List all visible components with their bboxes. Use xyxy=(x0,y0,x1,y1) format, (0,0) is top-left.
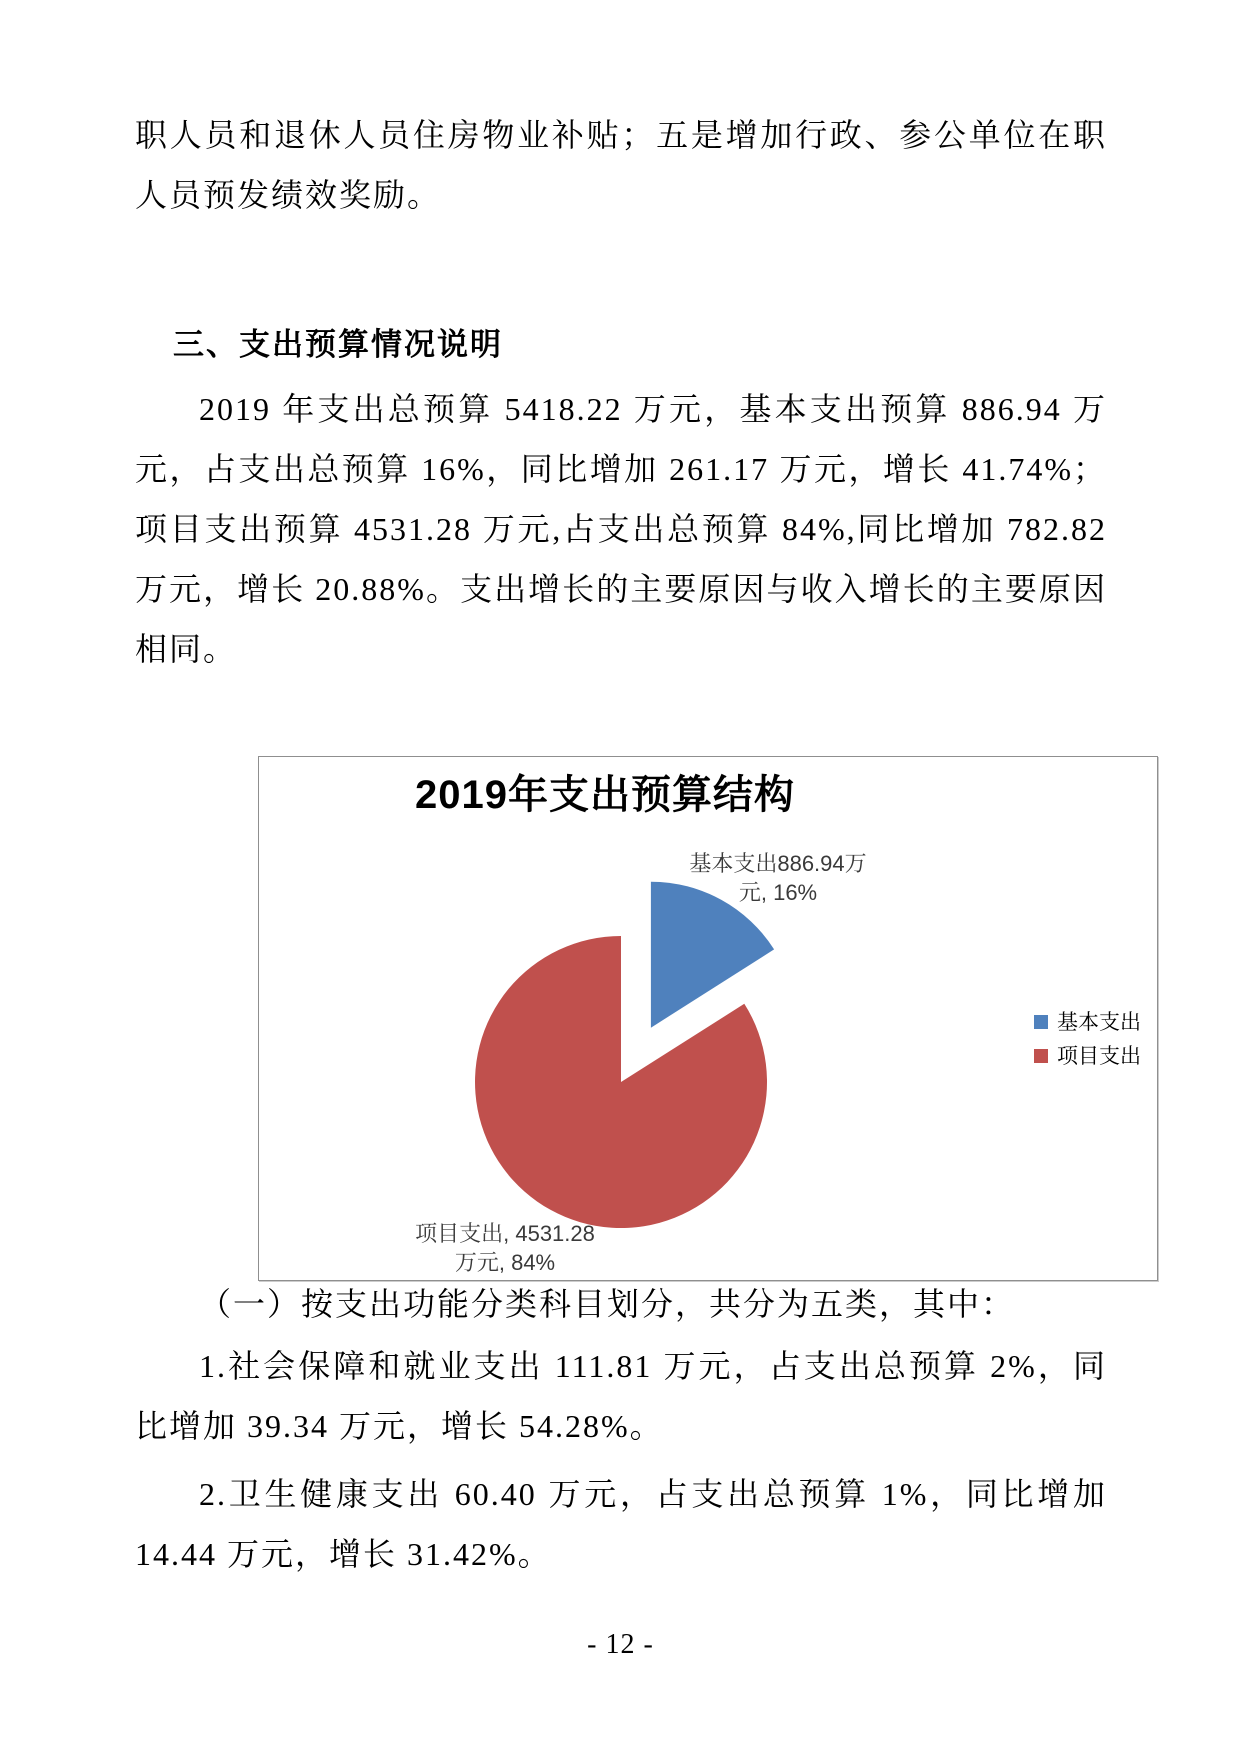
legend-item-project xyxy=(1034,1045,1141,1067)
data-label-line: 项目支出, 4531.28 xyxy=(415,1221,595,1246)
chart-legend xyxy=(1034,1011,1141,1079)
section-heading: 三、支出预算情况说明 xyxy=(173,327,503,362)
paragraph-continuation: 职人员和退休人员住房物业补贴；五是增加行政、参公单位在职人员预发绩效奖励。 xyxy=(135,117,1107,213)
legend-swatch-project-icon xyxy=(1034,1049,1048,1063)
chart-title: 2019年支出预算结构 xyxy=(415,773,795,817)
paragraph-item-health: 2.卫生健康支出 60.40 万元，占支出总预算 1%，同比增加 14.44 万元，增长 31.42%。 xyxy=(135,1476,1107,1572)
page-number: - 12 - xyxy=(587,1629,654,1660)
legend-swatch-basic-icon xyxy=(1034,1015,1048,1029)
paragraph-item-social-security: 1.社会保障和就业支出 111.81 万元，占支出总预算 2%，同比增加 39.34 万元，增长 54.28%。 xyxy=(135,1348,1107,1444)
data-label-basic-expenditure xyxy=(628,849,928,907)
legend-item-basic xyxy=(1034,1011,1141,1033)
data-label-line: 基本支出886.94万 xyxy=(689,851,867,876)
pie-chart-figure xyxy=(258,756,1158,1281)
legend-label: 项目支出 xyxy=(1057,1044,1141,1068)
data-label-line: 万元, 84% xyxy=(454,1250,556,1275)
paragraph-expenditure-summary: 2019 年支出总预算 5418.22 万元，基本支出预算 886.94 万元，占支出总预算 16%，同比增加 261.17 万元，增长 41.74%；项目支出预算 4531.28 万元,占支出总预算 84%,同比增加 782.82 万元，增长 20.88%。支出增长的主要原因与收入增长的主要原因相同。 xyxy=(135,391,1107,667)
data-label-project-expenditure xyxy=(355,1219,655,1277)
data-label-line: 元, 16% xyxy=(738,880,818,905)
pie-svg xyxy=(259,757,1157,1280)
legend-label: 基本支出 xyxy=(1057,1010,1141,1034)
paragraph-classification: （一）按支出功能分类科目划分，共分为五类，其中： xyxy=(199,1286,1016,1322)
